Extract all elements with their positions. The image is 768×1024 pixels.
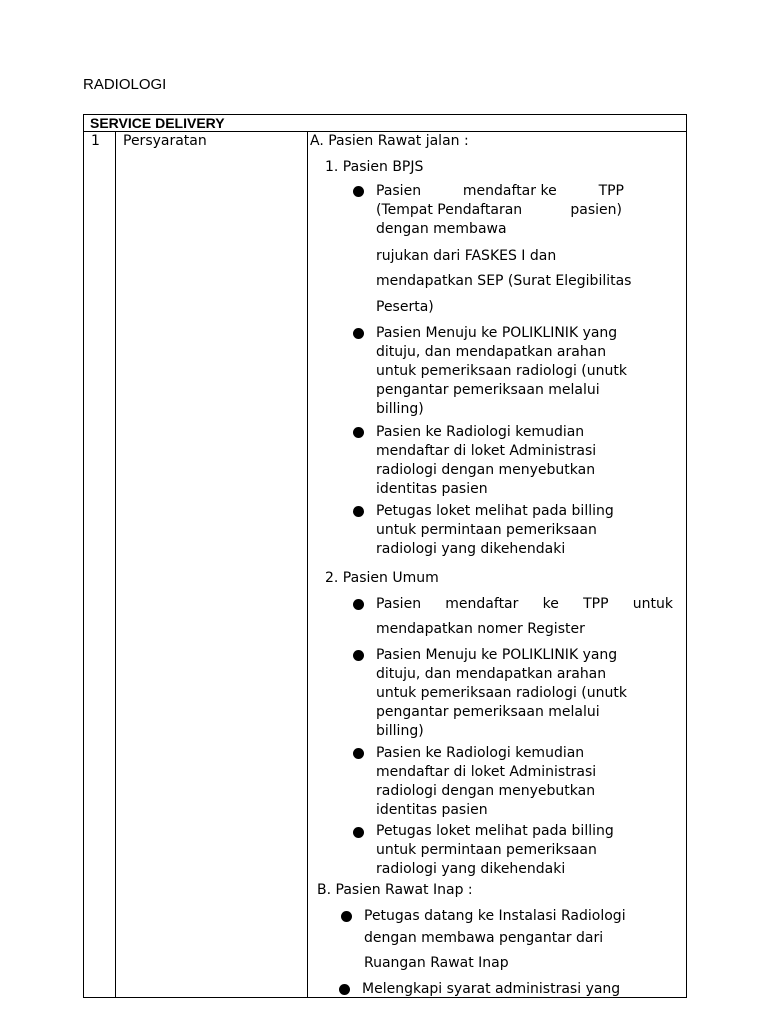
- item-line: mendaftar di loket Administrasi: [376, 443, 597, 459]
- word: Pasien: [376, 183, 422, 199]
- item-line: [376, 201, 622, 220]
- bullet-icon: [339, 984, 350, 995]
- bullet-icon: [341, 911, 352, 922]
- section-a-heading: A. Pasien Rawat jalan :: [310, 133, 469, 149]
- item-line: Pasien ke Radiologi kemudian: [376, 745, 585, 761]
- word: Pasien: [376, 596, 422, 612]
- item-line: pengantar pemeriksaan melalui: [376, 704, 600, 720]
- bullet-icon: [353, 427, 364, 438]
- row-number: 1: [91, 133, 100, 149]
- bullet-icon: [353, 506, 364, 517]
- bullet-icon: [353, 599, 364, 610]
- item-line: Melengkapi syarat administrasi yang: [362, 981, 621, 997]
- item-line: dengan membawa: [376, 221, 507, 237]
- item-line: rujukan dari FASKES I dan: [376, 248, 557, 264]
- item-line: identitas pasien: [376, 481, 488, 497]
- word: TPP: [583, 596, 609, 612]
- item-line: [376, 595, 673, 614]
- item-line: dituju, dan mendapatkan arahan: [376, 666, 607, 682]
- item-line: Petugas loket melihat pada billing: [376, 823, 614, 839]
- item-line: mendaftar di loket Administrasi: [376, 764, 597, 780]
- item-line: Pasien ke Radiologi kemudian: [376, 424, 585, 440]
- item-line: untuk pemeriksaan radiologi (unutk: [376, 685, 627, 701]
- word: mendaftar: [445, 596, 519, 612]
- word: untuk: [632, 596, 673, 612]
- row-label: Persyaratan: [123, 133, 207, 149]
- item-line: Petugas loket melihat pada billing: [376, 503, 614, 519]
- item-line: Petugas datang ke Instalasi Radiologi: [364, 908, 626, 924]
- bullet-icon: [353, 650, 364, 661]
- bullet-icon: [353, 186, 364, 197]
- bullet-icon: [353, 827, 364, 838]
- bullet-icon: [353, 328, 364, 339]
- item-line: radiologi dengan menyebutkan: [376, 783, 596, 799]
- item-line: radiologi dengan menyebutkan: [376, 462, 596, 478]
- item-line: identitas pasien: [376, 802, 488, 818]
- item-line: Pasien Menuju ke POLIKLINIK yang: [376, 647, 618, 663]
- bullet-icon: [353, 748, 364, 759]
- item-line: untuk permintaan pemeriksaan: [376, 842, 597, 858]
- item-line: untuk permintaan pemeriksaan: [376, 522, 597, 538]
- item-line: Pasien Menuju ke POLIKLINIK yang: [376, 325, 618, 341]
- column-divider: [115, 132, 116, 997]
- item-line: pengantar pemeriksaan melalui: [376, 382, 600, 398]
- item-line: billing): [376, 723, 424, 739]
- bpjs-heading: 1. Pasien BPJS: [325, 159, 424, 175]
- item-line: dituju, dan mendapatkan arahan: [376, 344, 607, 360]
- item-line: Peserta): [376, 299, 434, 315]
- page-title: RADIOLOGI: [83, 76, 167, 93]
- item-line: mendapatkan nomer Register: [376, 621, 585, 637]
- column-divider: [307, 132, 308, 997]
- item-line: radiologi yang dikehendaki: [376, 541, 566, 557]
- item-line: radiologi yang dikehendaki: [376, 861, 566, 877]
- item-line: dengan membawa pengantar dari: [364, 930, 604, 946]
- section-b-heading: B. Pasien Rawat Inap :: [317, 882, 473, 898]
- item-line: billing): [376, 401, 424, 417]
- word: ke: [542, 596, 559, 612]
- umum-heading: 2. Pasien Umum: [325, 570, 439, 586]
- item-line: mendapatkan SEP (Surat Elegibilitas: [376, 273, 632, 289]
- service-delivery-table: [83, 114, 687, 998]
- word: mendaftar ke: [462, 183, 557, 199]
- item-line: untuk pemeriksaan radiologi (unutk: [376, 363, 627, 379]
- item-line: Ruangan Rawat Inap: [364, 955, 509, 971]
- table-header: SERVICE DELIVERY: [84, 115, 686, 132]
- item-line: [376, 182, 666, 201]
- word: pasien): [570, 202, 622, 218]
- word: TPP: [598, 183, 624, 199]
- word: (Tempat Pendaftaran: [376, 202, 523, 218]
